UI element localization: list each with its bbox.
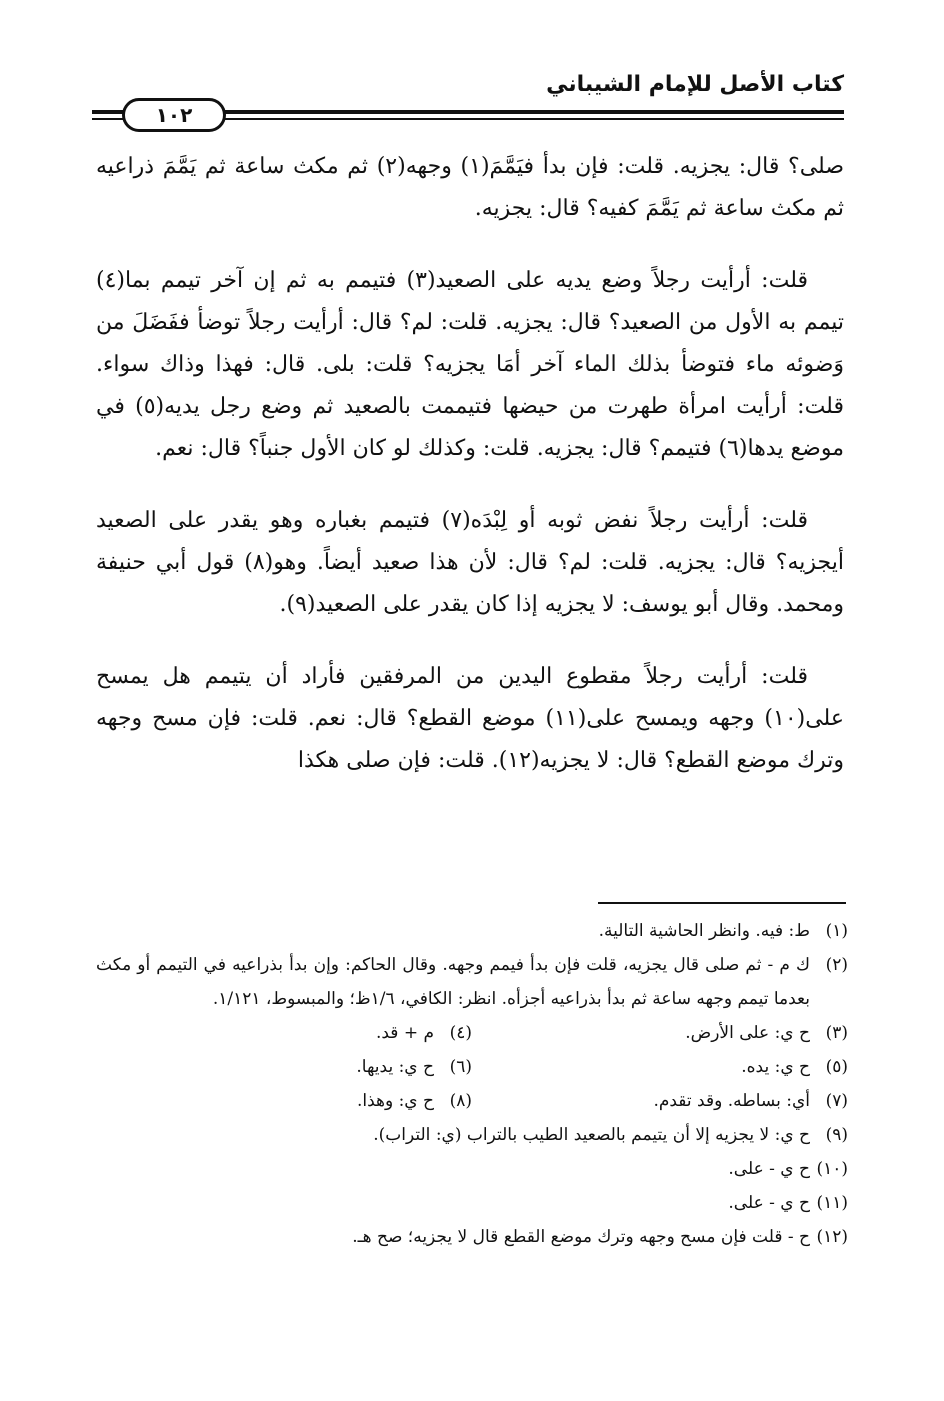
footnote-text: ح ي: وهذا. <box>356 1091 434 1111</box>
footnote-number: (٩) <box>825 1125 848 1145</box>
footnote-text: ح ي - على. <box>728 1159 810 1179</box>
footnote-text: ح ي: لا يجزيه إلا أن يتيمم بالصعيد الطيب بالتراب (ي: التراب). <box>373 1125 810 1145</box>
footnote-text: أي: بساطه. وقد تقدم. <box>653 1091 810 1111</box>
footnote-number: (٥) <box>825 1057 848 1077</box>
footnote-text: ح ي: يديها. <box>356 1057 434 1077</box>
footnote-8 <box>96 1084 472 1118</box>
footnote-3 <box>472 1016 848 1050</box>
footnote-12 <box>96 1220 848 1254</box>
footnote-number: (١) <box>825 921 848 941</box>
footnote-row <box>96 1016 848 1050</box>
footnote-number: (١٠) <box>816 1159 848 1179</box>
book-title: كتاب الأصل للإمام الشيباني <box>546 72 844 97</box>
footnote-text: ك م - ثم صلى قال يجزيه، قلت فإن بدأ فيمم وجهه. وقال الحاكم: وإن بدأ بذراعيه في التيمم أو مكث بعدما تيمم وجهه ساعة ثم بدأ بذراعيه أجزأه. انظر: الكافي، ١/٦ظ؛ والمبسوط، ١/١٢١. <box>96 955 810 1009</box>
footnote-number: (٢) <box>825 955 848 975</box>
footnote-text: ط: فيه. وانظر الحاشية التالية. <box>598 921 810 941</box>
footnote-text: ح ي - على. <box>728 1193 810 1213</box>
footnote-10 <box>96 1152 848 1186</box>
footnote-4 <box>96 1016 472 1050</box>
footnote-2 <box>96 948 848 1016</box>
footnote-number: (٦) <box>449 1057 472 1077</box>
paragraph-2: قلت: أرأيت رجلاً وضع يديه على الصعيد(٣) فتيمم به ثم إن آخر تيمم بما(٤) تيمم به الأول من الصعيد؟ قال: يجزيه. قلت: لم؟ قال: أرأيت رجلاً توضأ ففَضَلَ من وَضوئه ماء فتوضأ بذلك الماء آخر أمَا يجزيه؟ قلت: بلى. قال: فهذا وذاك سواء. قلت: أرأيت امرأة طهرت من حيضها فتيممت بالصعيد ثم وضع رجل يديه(٥) في موضع يدها(٦) فتيمم؟ قال: يجزيه. قلت: وكذلك لو كان الأول جنباً؟ قال: نعم. <box>96 268 844 461</box>
footnote-row <box>96 1084 848 1118</box>
footnote-text: ح - قلت فإن مسح وجهه وترك موضع القطع قال لا يجزيه؛ صح هـ. <box>352 1227 810 1247</box>
paragraph-3: قلت: أرأيت رجلاً نفض ثوبه أو لِبْدَه(٧) فتيمم بغباره وهو يقدر على الصعيد أيجزيه؟ قال: يجزيه. قلت: لم؟ قال: لأن هذا صعيد أيضاً. وهو(٨) قول أبي حنيفة ومحمد. وقال أبو يوسف: لا يجزيه إذا كان يقدر على الصعيد(٩). <box>96 508 844 617</box>
footnote-row <box>96 1050 848 1084</box>
paragraph-4: قلت: أرأيت رجلاً مقطوع اليدين من المرفقين فأراد أن يتيمم هل يمسح على(١٠) وجهه ويمسح على(١١) موضع القطع؟ قال: نعم. قلت: فإن مسح وجهه وترك موضع القطع؟ قال: لا يجزيه(١٢). قلت: فإن صلى هكذا <box>96 664 844 773</box>
footnote-number: (٣) <box>825 1023 848 1043</box>
footnote-number: (٧) <box>825 1091 848 1111</box>
footnote-separator <box>598 902 846 904</box>
footnote-11 <box>96 1186 848 1220</box>
footnote-number: (٤) <box>449 1023 472 1043</box>
paragraph-1: صلى؟ قال: يجزيه. قلت: فإن بدأ فيَمَّمَ(١) وجهه(٢) ثم مكث ساعة ثم يَمَّمَ ذراعيه ثم مكث ساعة ثم يَمَّمَ كفيه؟ قال: يجزيه. <box>96 154 844 221</box>
footnote-5 <box>472 1050 848 1084</box>
footnote-number: (٨) <box>449 1091 472 1111</box>
footnote-text: ح ي: يده. <box>741 1057 810 1077</box>
page-number-badge: ١٠٢ <box>122 98 226 132</box>
footnote-6 <box>96 1050 472 1084</box>
page-header <box>92 58 844 128</box>
footnotes <box>96 914 848 1254</box>
footnote-number: (١١) <box>816 1193 848 1213</box>
footnote-text: م + قد. <box>375 1023 434 1043</box>
main-text <box>96 146 844 812</box>
footnote-7 <box>472 1084 848 1118</box>
footnote-9 <box>96 1118 848 1152</box>
footnote-number: (١٢) <box>816 1227 848 1247</box>
footnote-1 <box>96 914 848 948</box>
footnote-text: ح ي: على الأرض. <box>685 1023 810 1043</box>
